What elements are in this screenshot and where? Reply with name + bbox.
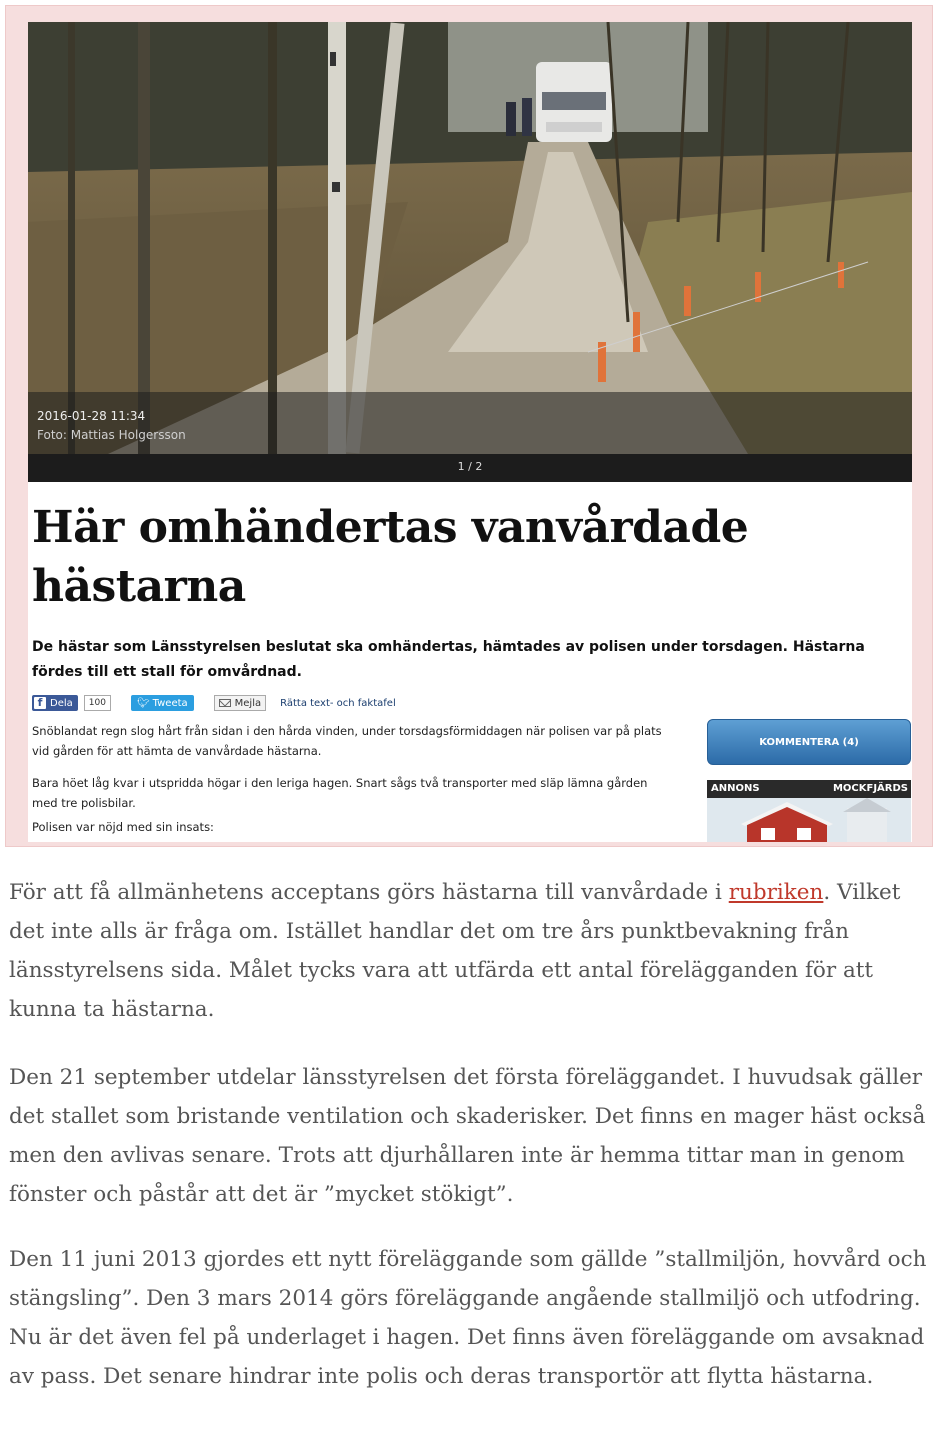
article-paragraph-1 (9, 873, 939, 1029)
headline-link[interactable]: rubriken (728, 880, 824, 905)
mail-share-button[interactable] (214, 695, 266, 711)
article-paragraph-2: Den 21 september utdelar länsstyrelsen det första föreläggandet. I huvudsak gäller det stallet som bristande ventilation och skaderisker. Det finns en mager häst också men den avlivas senare. Trots att djurhållaren inte är hemma tittar man in genom fönster och påstår att det är ”mycket stökigt”. (9, 1065, 926, 1207)
mail-share-label: Mejla (234, 697, 262, 709)
twitter-share-button[interactable] (131, 695, 194, 711)
forest-road-photo (28, 22, 912, 454)
twitter-share-label: Tweeta (152, 697, 188, 709)
photo-credit: Foto: Mattias Holgersson (37, 428, 186, 442)
article-lead: De hästar som Länsstyrelsen beslutat ska omhändertas, hämtades av polisen under torsdagen. Hästarna fördes till ett stall för omvårdnad. (32, 639, 865, 680)
article-headline: Här omhändertas vanvårdade hästarna (32, 502, 749, 613)
article-paragraph: Snöblandat regn slog hårt från sidan i den hårda vinden, under torsdagsförmiddagen när polisen var på plats vid gården för att hämta de vanvårdade hästarna. (32, 724, 662, 758)
article-photo[interactable] (28, 22, 912, 454)
ad-label: ANNONS (711, 783, 760, 794)
house-ad-image (707, 798, 911, 842)
embedded-screenshot (5, 5, 933, 847)
advertisement[interactable] (707, 780, 911, 842)
ad-brand: MOCKFJÄRDS (832, 783, 908, 794)
article-paragraph: Bara höet låg kvar i utspridda högar i den leriga hagen. Snart sågs två transporter med släp lämna gården med tre polisbilar. (32, 776, 648, 810)
paragraph-text: . Vilket det inte alls är fråga om. Istället handlar det om tre års punktbevakning från länsstyrelsens sida. Målet tycks vara att utfärda ett antal förelägganden för att kunna ta hästarna. (9, 880, 901, 1022)
share-count: 100 (84, 695, 111, 711)
paragraph-text: För att få allmänhetens acceptans görs hästarna till vanvårdade i (9, 880, 729, 905)
photo-timestamp: 2016-01-28 11:34 (37, 409, 146, 423)
envelope-icon (219, 699, 231, 707)
facebook-share-button[interactable] (32, 695, 78, 711)
facebook-share-label: Dela (50, 697, 73, 709)
article-paragraph-3: Den 11 juni 2013 gjordes ett nytt föreläggande som gällde ”stallmiljön, hovvård och stängsling”. Den 3 mars 2014 görs föreläggande angående stallmiljö och utfodring. Nu är det även fel på underlaget i hagen. Det finns även föreläggande om avsaknad av pass. Det senare hindrar inte polis och deras transportör att flytta hästarna. (9, 1247, 927, 1389)
facebook-icon: f (34, 697, 46, 709)
photo-pager[interactable]: 1 / 2 (457, 460, 483, 473)
comment-button[interactable]: KOMMENTERA (4) (707, 719, 911, 765)
twitter-icon: 🐦︎ (136, 697, 150, 709)
photo-caption-bar (28, 392, 912, 454)
news-article-screenshot (28, 22, 912, 842)
report-error-link[interactable]: Rätta text- och faktafel (280, 697, 396, 709)
article-paragraph: Polisen var nöjd med sin insats: (32, 820, 214, 834)
share-row (32, 693, 396, 713)
